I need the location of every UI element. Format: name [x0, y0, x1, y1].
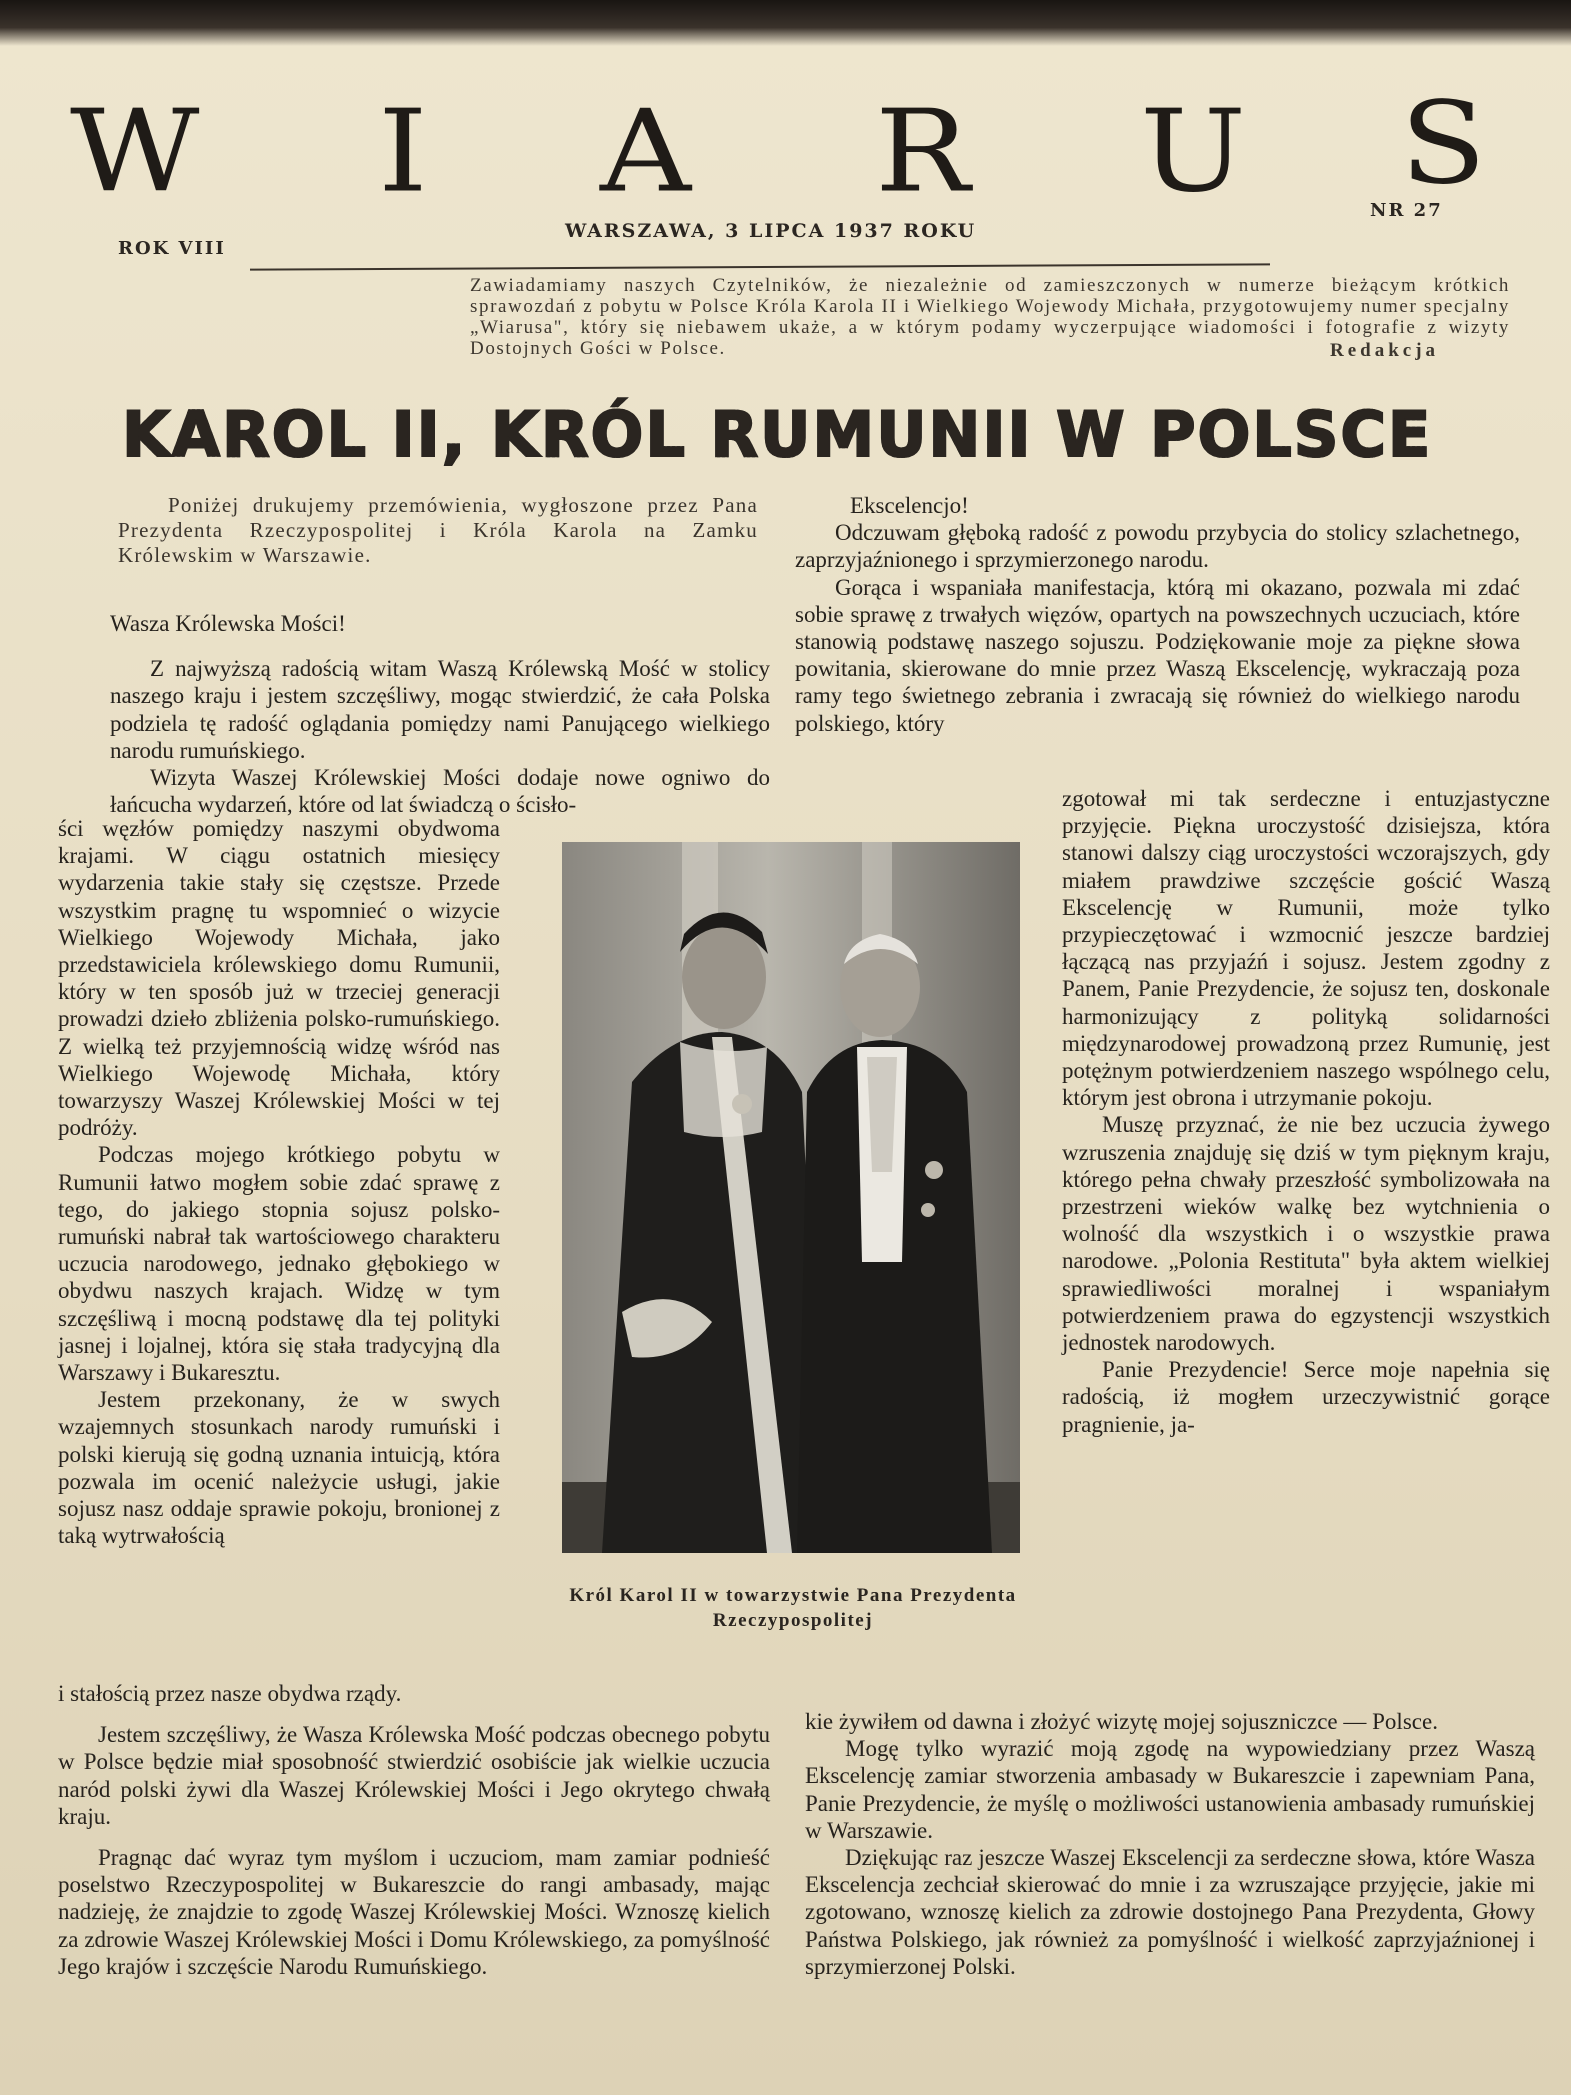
masthead	[60, 78, 1510, 218]
king-paragraph: kie żywiłem od dawna i złożyć wizytę mojej sojuszniczce — Polsce.	[805, 1709, 1438, 1734]
president-paragraph: Jestem szczęśliwy, że Wasza Królewska Mość podczas obecnego pobytu w Polsce będzie miał sposobność stwierdzić osobiście jak wielkie uczucia naród polski żywi dla Waszej Królewskiej Mości i Jego okrytego chwałą kraju.	[58, 1722, 770, 1829]
president-paragraph: i stałością przez nasze obydwa rządy.	[58, 1681, 402, 1706]
photo-caption: Król Karol II w towarzystwie Pana Prezydenta Rzeczypospolitej	[569, 1585, 1017, 1631]
king-paragraph: Odczuwam głęboką radość z powodu przybycia do stolicy szlachetnego, zaprzyjaźnionego i sprzymierzonego narodu.	[795, 520, 1520, 573]
volume-year: ROK VIII	[118, 238, 226, 259]
president-paragraph: Podczas mojego krótkiego pobytu w Rumunii łatwo mogłem sobie zdać sprawę z tego, do jakiego stopnia sojusz polsko-rumuński nabrał tak wartościowego charakteru uczucia narodowego, jednako głębokiego w obydwu naszych krajach. Widzę w tym szczęśliwą i mocną podstawę dla tej polityki jasnej i lojalnej, która się stała tradycyjną dla Warszawy i Bukaresztu.	[58, 1142, 500, 1386]
masthead-rule	[250, 263, 1270, 270]
president-paragraph: Jestem przekonany, że w swych wzajemnych stosunkach narody rumuński i polski kierują się godną uznania intuicją, która pozwala im ocenić należycie usługi, jakie sojusz nasz oddaje sprawie pokoju, bronionej z taką wytrwałością	[58, 1387, 500, 1549]
masthead-letter: U	[1140, 85, 1247, 218]
president-paragraph: Wizyta Waszej Królewskiej Mości dodaje nowe ogniwo do łańcucha wydarzeń, które od lat świadczą o ścisło-	[110, 765, 770, 818]
king-paragraph: Mogę tylko wyrazić moją zgodę na wypowiedziany przez Waszą Ekscelencję zamiar stworzenia ambasady w Bukareszcie i zapewniam Pana, Panie Prezydencie, że myślę o możliwości ustanowienia ambasady rumuńskiej w Warszawie.	[805, 1736, 1535, 1843]
masthead-letter: S	[1400, 77, 1487, 210]
notice-signature: Redakcja	[1330, 340, 1440, 361]
president-greeting: Wasza Królewska Mości!	[110, 611, 346, 636]
masthead-letter: R	[875, 85, 970, 218]
notice-text: Zawiadamiamy naszych Czytelników, że niezależnie od zamieszczonych w numerze bieżącym krótkich sprawozdań z pobytu w Polsce Króla Karola II i Wielkiego Wojewody Michała, przygotowujemy numer specjalny „Wiarusa", który się niebawem ukaże, a w którym podamy wyczerpujące wiadomości i fotografie z wizyty Dostojnych Gości w Polsce.	[470, 275, 1510, 359]
masthead-letter: I	[378, 85, 428, 218]
headline: KAROL II, KRÓL RUMUNII W POLSCE	[122, 398, 1442, 471]
king-paragraph: zgotował mi tak serdeczne i entuzjastyczne przyjęcie. Piękna uroczystość dzisiejsza, która stanowi dalszy ciąg uroczystości wczorajszych, gdy miałem prawdziwe szczęście gościć Waszą Ekscelencję w Rumunii, może tylko przypieczętować i wzmocnić jeszcze bardziej łączącą nas przyjaźń i sojusz. Jestem zgodny z Panem, Panie Prezydencie, że sojusz ten, doskonale harmonizujący z polityką solidarności międzynarodowej prowadzoną przez Rumunię, jest potężnym potwierdzeniem naszego wspólnego celu, którym jest obrona i utrzymanie pokoju.	[1062, 786, 1550, 1111]
president-speech-narrow	[58, 815, 500, 1549]
president-paragraph: ści węzłów pomiędzy naszymi obydwoma krajami. W ciągu ostatnich miesięcy wydarzenia takie stały się częstsze. Przede wszystkim pragnę tu wspomnieć o wizycie Wielkiego Wojewody Michała, jako przedstawiciela królewskiego domu Rumunii, który w ten sposób już w trzeciej generacji prowadzi dzieło zbliżenia polsko-rumuńskiego. Z wielką też przyjemnością widzę wśród nas Wielkiego Wojewodę Michała, który towarzyszy Waszej Królewskiej Mości w tej podróży.	[58, 816, 500, 1141]
photo-king-and-president	[562, 842, 1020, 1553]
lead-paragraph: Poniżej drukujemy przemówienia, wygłoszone przez Pana Prezydenta Rzeczypospolitej i Króla Karola na Zamku Królewskim w Warszawie.	[118, 493, 758, 567]
masthead-letter: A	[600, 85, 691, 218]
king-paragraph: Gorąca i wspaniała manifestacja, którą mi okazano, pozwala mi zdać sobie sprawę z trwałych więzów, opartych na powszechnych uczuciach, które stanowią podstawę naszego sojuszu. Podziękowanie moje za piękne słowa powitania, skierowane do mnie przez Waszą Ekscelencję, wykraczają poza ramy tego świetnego zebrania i zwracają się również do wielkiego narodu polskiego, który	[795, 574, 1520, 736]
dateline: WARSZAWA, 3 LIPCA 1937 ROKU	[565, 220, 977, 242]
masthead-letter: W	[70, 85, 200, 218]
issue-number: NR 27	[1370, 200, 1443, 221]
king-speech-narrow	[1062, 785, 1550, 1438]
king-greeting: Ekscelencjo!	[850, 493, 969, 518]
photograph-illustration	[562, 842, 1020, 1553]
president-speech-bottom	[58, 1680, 770, 1980]
king-paragraph: Dziękując raz jeszcze Waszej Ekscelencji za serdeczne słowa, które Wasza Ekscelencja zechciał skierować do mnie i za wzruszające przyjęcie, jakie mi zgotowano, wznoszę kielich za zdrowie dostojnego Pana Prezydenta, Głowy Państwa Polskiego, jak również za pomyślność i wielkość zaprzyjaźnionej i sprzymierzonej Polski.	[805, 1845, 1535, 1979]
king-speech-bottom	[805, 1708, 1535, 1980]
king-paragraph: Muszę przyznać, że nie bez uczucia żywego wzruszenia znajduję się dziś w tym pięknym kraju, którego pełna chwały przeszłość symbolizowała na przestrzeni wieków walkę bez wytchnienia o wolność dla wszystkich i o wszystkie prawa narodowe. „Polonia Restituta" była aktem wielkiej sprawiedliwości moralnej i wspaniałym potwierdzeniem prawa do egzystencji wszystkich jednostek narodowych.	[1062, 1112, 1550, 1356]
king-paragraph: Panie Prezydencie! Serce moje napełnia się radością, iż mogłem urzeczywistnić gorące pragnienie, ja-	[1062, 1357, 1550, 1437]
president-paragraph: Z najwyższą radością witam Waszą Królewską Mość w stolicy naszego kraju i jestem szczęśliwy, mogąc stwierdzić, że cała Polska podziela tę radość oglądania pomiędzy nami Panującego wielkiego narodu rumuńskiego.	[110, 656, 770, 763]
president-speech-top	[110, 610, 770, 818]
king-speech-top	[795, 492, 1520, 737]
page-edge-shadow	[0, 0, 1571, 46]
president-paragraph: Pragnąc dać wyraz tym myślom i uczuciom, mam zamiar podnieść poselstwo Rzeczypospolitej w Bukareszcie do rangi ambasady, mając nadzieję, że znajdzie to zgodę Waszej Królewskiej Mości. Wznoszę kielich za zdrowie Waszej Królewskiej Mości i Domu Królewskiego, za pomyślność Jego krajów i szczęście Narodu Rumuńskiego.	[58, 1845, 770, 1979]
